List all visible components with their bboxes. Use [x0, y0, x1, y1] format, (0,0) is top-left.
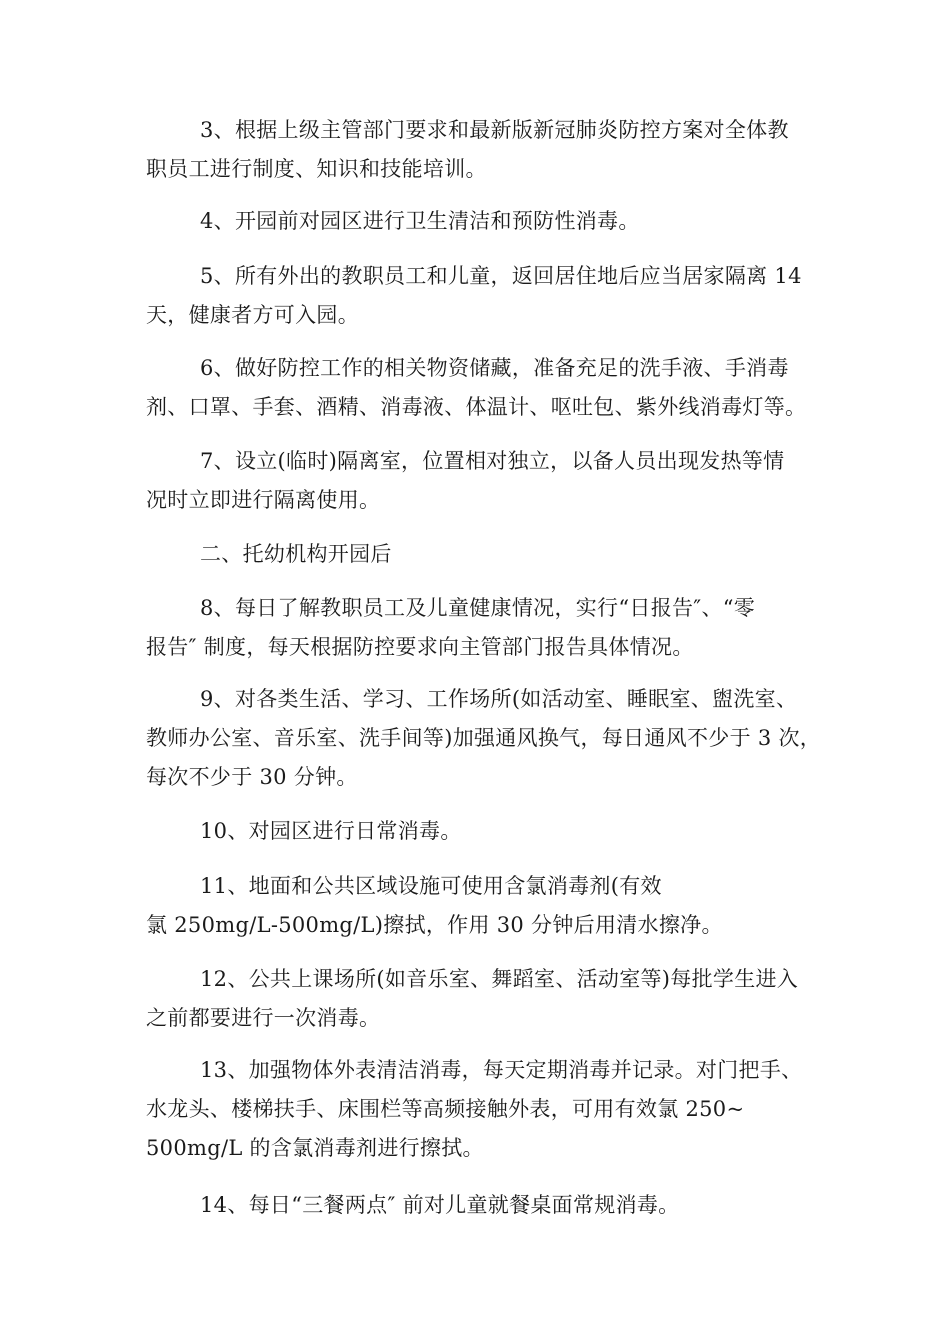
paragraph-5-line-1: 5、所有外出的教职员工和儿童，返回居住地后应当居家隔离 14: [200, 264, 802, 288]
paragraph-9-line-3: 每次不少于 30 分钟。: [146, 765, 358, 789]
paragraph-14-line-1: 14、每日“三餐两点″ 前对儿童就餐桌面常规消毒。: [200, 1193, 680, 1217]
paragraph-4-line-1: 4、开园前对园区进行卫生清洁和预防性消毒。: [200, 209, 640, 233]
paragraph-11-line-2: 氯 250mg/L-500mg/L)擦拭，作用 30 分钟后用清水擦净。: [146, 913, 723, 937]
paragraph-5-line-2: 天，健康者方可入园。: [146, 303, 359, 327]
paragraph-9-line-2: 教师办公室、音乐室、洗手间等)加强通风换气，每日通风不少于 3 次，: [146, 726, 822, 750]
paragraph-7-line-2: 况时立即进行隔离使用。: [146, 488, 381, 512]
paragraph-8-line-2: 报告″ 制度，每天根据防控要求向主管部门报告具体情况。: [146, 635, 694, 659]
paragraph-6-line-1: 6、做好防控工作的相关物资储藏，准备充足的洗手液、手消毒: [200, 356, 789, 380]
paragraph-6-line-2: 剂、口罩、手套、酒精、消毒液、体温计、呕吐包、紫外线消毒灯等。: [146, 395, 807, 419]
paragraph-12-line-1: 12、公共上课场所(如音乐室、舞蹈室、活动室等)每批学生进入: [200, 967, 799, 991]
paragraph-13-line-2: 水龙头、楼梯扶手、床围栏等高频接触外表，可用有效氯 250~: [146, 1097, 745, 1121]
paragraph-11-line-1: 11、地面和公共区域设施可使用含氯消毒剂(有效: [200, 874, 662, 898]
paragraph-10-line-1: 10、对园区进行日常消毒。: [200, 819, 462, 843]
paragraph-7-line-1: 7、设立(临时)隔离室，位置相对独立，以备人员出现发热等情: [200, 449, 785, 473]
paragraph-3-line-2: 职员工进行制度、知识和技能培训。: [146, 157, 487, 181]
paragraph-13-line-3: 500mg/L 的含氯消毒剂进行擦拭。: [146, 1136, 484, 1160]
paragraph-3-line-1: 3、根据上级主管部门要求和最新版新冠肺炎防控方案对全体教: [200, 118, 789, 142]
section-heading: 二、托幼机构开园后: [200, 542, 392, 566]
paragraph-13-line-1: 13、加强物体外表清洁消毒，每天定期消毒并记录。对门把手、: [200, 1058, 803, 1082]
paragraph-9-line-1: 9、对各类生活、学习、工作场所(如活动室、睡眠室、盥洗室、: [200, 687, 798, 711]
paragraph-12-line-2: 之前都要进行一次消毒。: [146, 1006, 381, 1030]
paragraph-8-line-1: 8、每日了解教职员工及儿童健康情况，实行“日报告″、“零: [200, 596, 756, 620]
